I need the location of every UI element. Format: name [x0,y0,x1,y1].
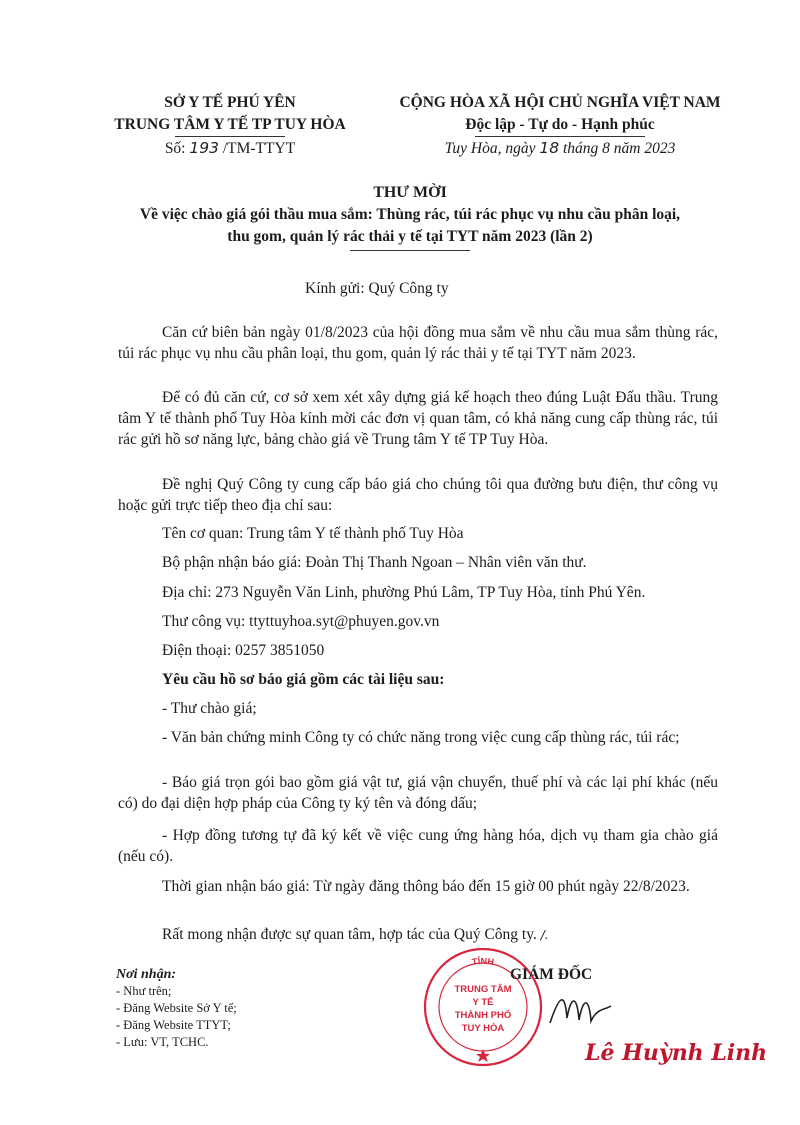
recipient-item: - Lưu: VT, TCHC. [116,1035,209,1049]
closing-text: Rất mong nhận được sự quan tâm, hợp tác của Quý Công ty. [162,926,537,943]
subject-line-2: thu gom, quản lý rác thải y tế tại TYT năm 2023 (lần 2) [227,228,593,245]
letter-title [95,182,725,251]
nation-name: CỘNG HÒA XÃ HỘI CHỦ NGHĨA VIỆT NAM [399,94,721,111]
initials-mark: /. [540,928,549,942]
recipients-heading: Nơi nhận: [116,967,177,982]
contact-phone: Điện thoại: 0257 3851050 [162,642,325,659]
seal-line-3: THÀNH PHỐ [454,1010,512,1021]
requirement-item: - Văn bản chứng minh Công ty có chức năng trong việc cung cấp thùng rác, túi rác; [162,729,680,746]
title-underline [350,250,470,251]
recipient-item: - Như trên; [116,984,172,998]
seal-line-1: TRUNG TÂM [454,984,512,995]
requirement-item: - Báo giá trọn gói bao gồm giá vật tư, giá vận chuyển, thuế phí và các lại phí khác (nếu có) do đại diện hợp pháp của Công ty ký tên và đóng dấu; [118,774,718,812]
requirements-heading: Yêu cầu hồ sơ báo giá gồm các tài liệu sau: [162,671,445,688]
doc-no-prefix: Số: [164,140,186,157]
parent-org: SỞ Y TẾ PHÚ YÊN [164,94,296,111]
closing-line [162,924,549,946]
org-name: TRUNG TÂM Y TẾ TP TUY HÒA [114,116,346,133]
issuing-organization [80,92,380,160]
contact-department: Bộ phận nhận báo giá: Đoàn Thị Thanh Ngoan – Nhân viên văn thư. [162,554,587,571]
date-suffix: tháng 8 năm 2023 [562,140,676,157]
doc-no-suffix: /TM-TTYT [222,140,296,157]
handwritten-signature [545,988,615,1030]
document-number [80,137,380,160]
seal-line-4: TUY HÒA [461,1023,505,1034]
paragraph-invitation: Để có đủ căn cứ, cơ sở xem xét xây dựng giá kế hoạch theo đúng Luật Đấu thầu. Trung tâm Y tế thành phố Tuy Hòa kính mời các đơn vị quan tâm, có khả năng cung cấp thùng rác, túi rác gửi hồ sơ năng lực, bảng chào giá về Trung tâm Y tế TP Tuy Hòa. [118,389,718,448]
date-prefix: Tuy Hòa, ngày [444,140,536,157]
recipient-item: - Đăng Website Sở Y tế; [116,1001,237,1015]
seal-top-text: TỈNH [471,955,495,968]
national-header [370,92,750,160]
doc-no-handwritten: 193 [189,139,219,157]
contact-email: Thư công vụ: ttyttuyhoa.syt@phuyen.gov.vn [162,613,440,630]
official-seal [418,945,548,1070]
requirement-item: - Thư chào giá; [162,700,257,717]
paragraph-basis: Căn cứ biên bản ngày 01/8/2023 của hội đồng mua sắm về nhu cầu mua sắm thùng rác, túi rác phục vụ nhu cầu phân loại, thu gom, quản lý rác thải y tế tại TYT năm 2023. [118,324,718,362]
requirement-item: - Hợp đồng tương tự đã ký kết về việc cung ứng hàng hóa, dịch vụ tham gia chào giá (nếu có). [118,827,718,865]
signatory-title: GIÁM ĐỐC [510,966,593,983]
salutation: Kính gửi: Quý Công ty [305,280,449,297]
document-date [370,137,750,160]
letter-heading: THƯ MỜI [373,184,447,201]
subject-line-1: Về việc chào giá gói thầu mua sắm: Thùng rác, túi rác phục vụ nhu cầu phân loại, [139,206,681,223]
recipient-item: - Đăng Website TTYT; [116,1018,231,1032]
paragraph-request: Đề nghị Quý Công ty cung cấp báo giá cho chúng tôi qua đường bưu điện, thư công vụ hoặc gửi trực tiếp theo địa chỉ sau: [118,476,718,514]
seal-line-2: Y TẾ [472,997,494,1008]
contact-address: Địa chỉ: 273 Nguyễn Văn Linh, phường Phú Lâm, TP Tuy Hòa, tỉnh Phú Yên. [162,584,646,601]
date-day-handwritten: 18 [539,139,560,157]
signatory-name: Lê Huỳnh Linh [585,1040,768,1066]
deadline: Thời gian nhận báo giá: Từ ngày đăng thông báo đến 15 giờ 00 phút ngày 22/8/2023. [162,878,690,895]
contact-agency: Tên cơ quan: Trung tâm Y tế thành phố Tuy Hòa [162,525,464,542]
national-motto: Độc lập - Tự do - Hạnh phúc [465,116,655,133]
recipients-block [116,966,237,1051]
